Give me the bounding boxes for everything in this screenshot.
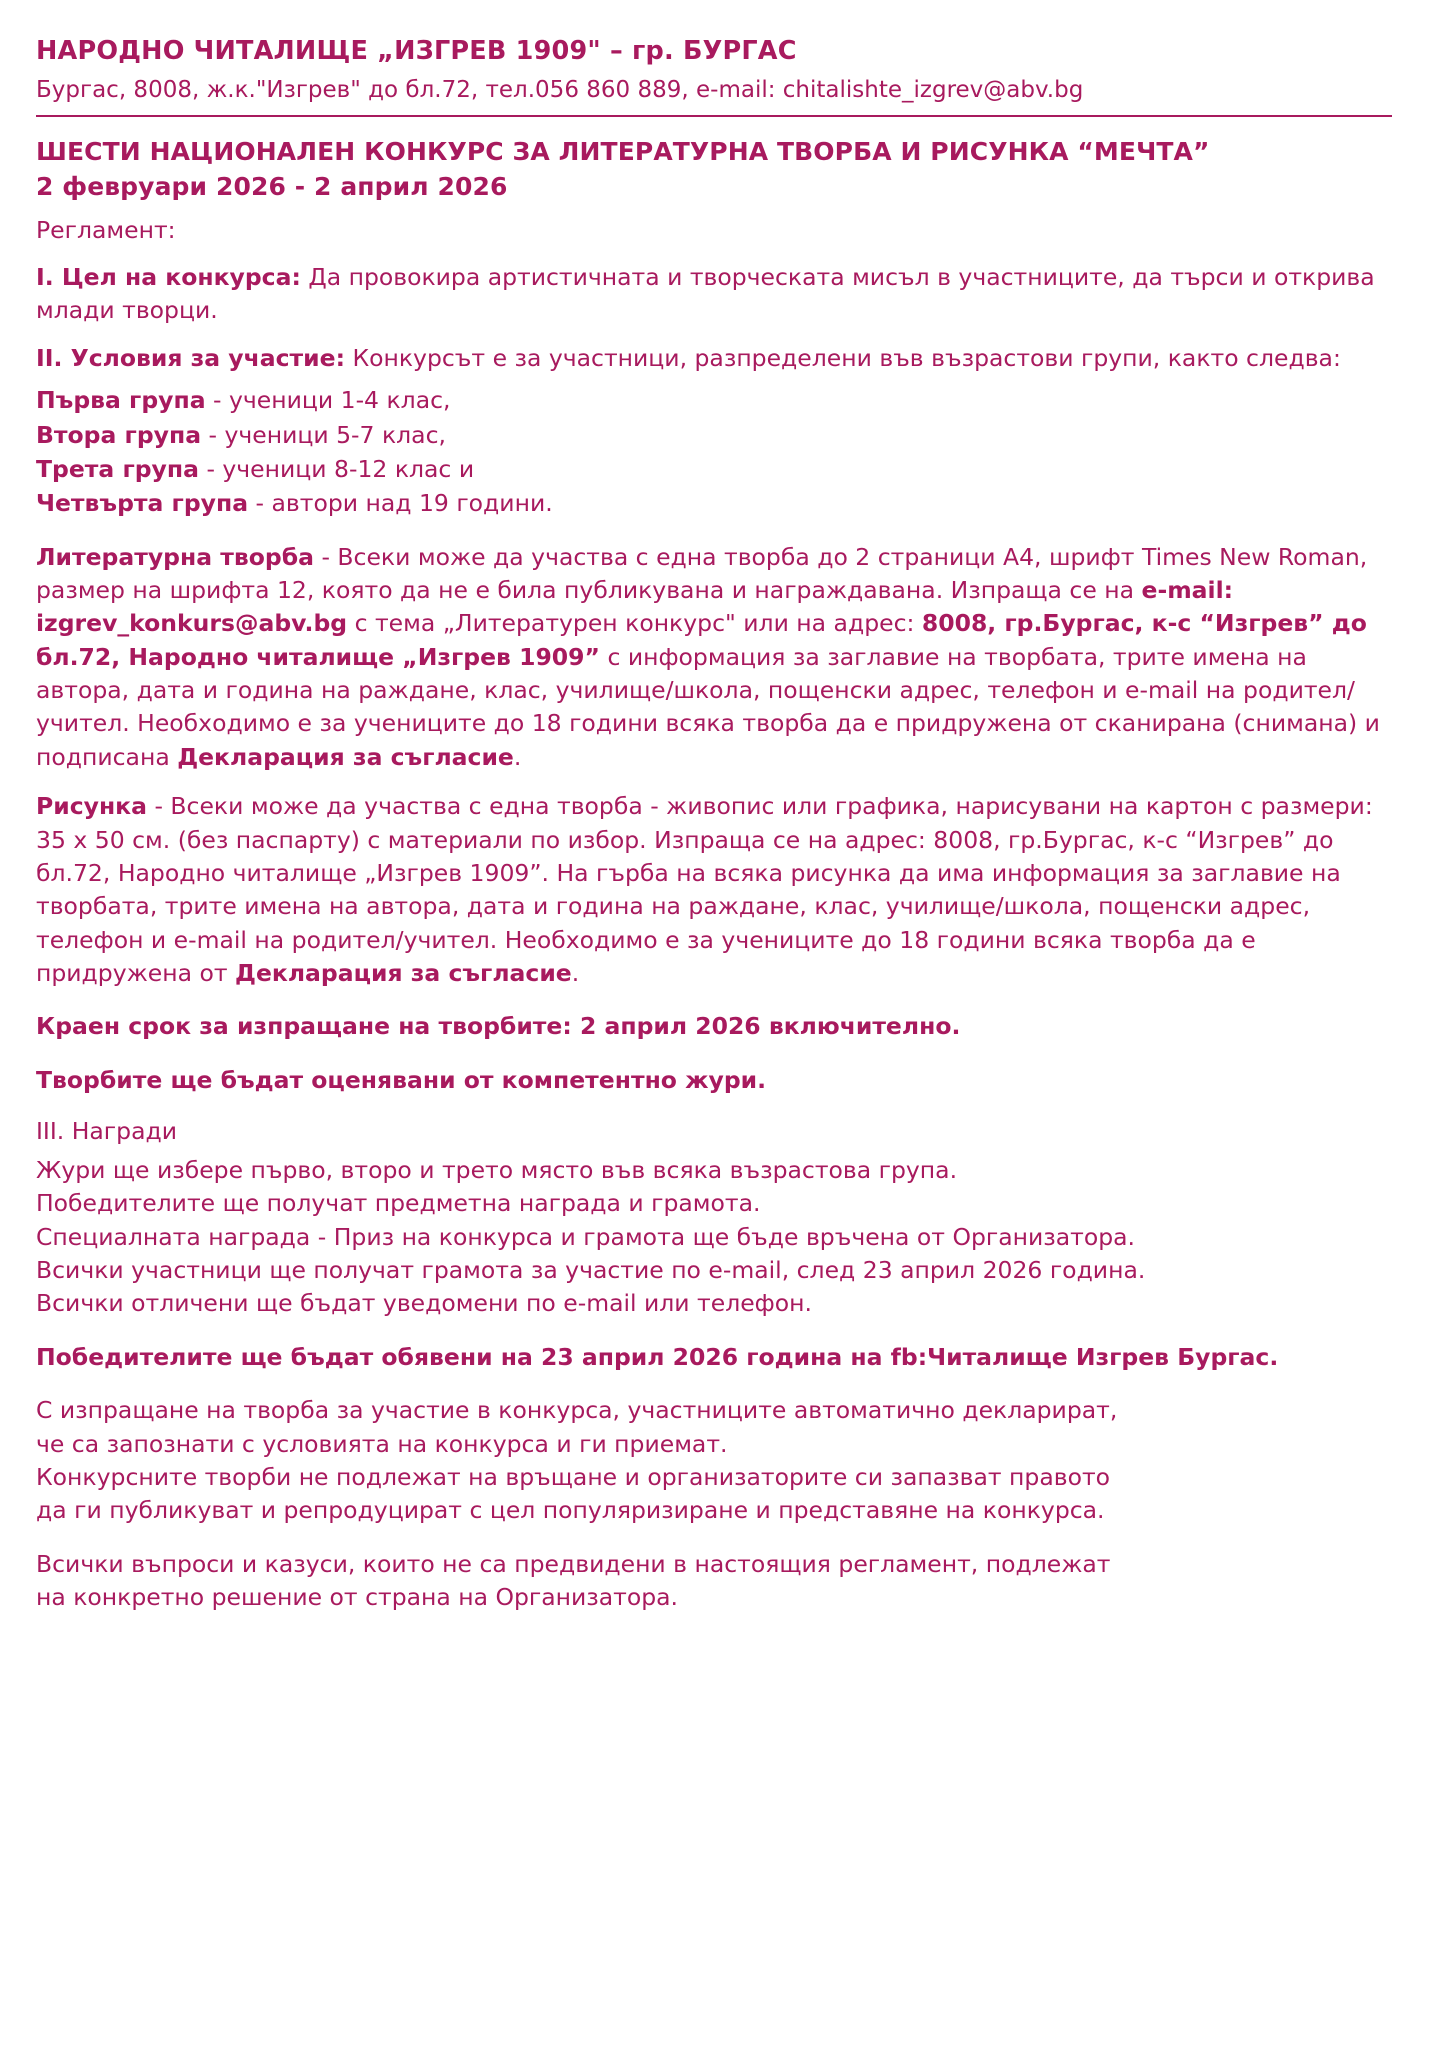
drawing-text-2: .	[571, 958, 580, 987]
list-item: Победителите ще получат предметна награда и грамота.	[36, 1189, 761, 1218]
section-goal	[36, 261, 1392, 328]
group-name: Първа група	[36, 386, 206, 415]
literary-work-section	[36, 541, 1392, 775]
section-conditions-text: Конкурсът е за участници, разпределени във възрастови групи, както следва:	[344, 343, 1341, 372]
page-title	[36, 134, 1392, 205]
list-item: Специалната награда - Приз на конкурса и грамота ще бъде връчена от Организатора.	[36, 1222, 1135, 1251]
group-name: Втора група	[36, 420, 202, 449]
organization-name: НАРОДНО ЧИТАЛИЩЕ „ИЗГРЕВ 1909" – гр. БУРГАС	[36, 36, 797, 66]
drawing-label: Рисунка	[36, 792, 147, 821]
literary-work-label: Литературна творба	[36, 542, 314, 571]
list-item	[36, 419, 1392, 452]
group-detail: - ученици 5-7 клас,	[201, 420, 446, 449]
header-divider	[36, 115, 1392, 117]
closing-line: на конкретно решение от страна на Организатора.	[36, 1582, 679, 1611]
winners-announcement: Победителите ще бъдат обявени на 23 април 2026 година на fb:Читалище Изгрев Бургас.	[36, 1342, 1279, 1371]
reglament-label: Регламент:	[36, 215, 176, 244]
closing-block-2	[36, 1548, 1392, 1615]
group-name: Четвърта група	[36, 489, 249, 518]
group-name: Трета група	[36, 454, 199, 483]
list-item: Всички участници ще получат грамота за участие по e-mail, след 23 април 2026 година.	[36, 1256, 1146, 1285]
closing-line: да ги публикуват и репродуцират с цел популяризиране и представяне на конкурса.	[36, 1496, 1105, 1525]
closing-line: че са запознати с условията на конкурса и ги приемат.	[36, 1429, 728, 1458]
list-item	[36, 487, 1392, 520]
literary-work-text-2: с тема „Литературен конкурс" или на адрес:	[347, 609, 922, 638]
deadline-note: Краен срок за изпращане на творбите: 2 април 2026 включително.	[36, 1012, 961, 1041]
literary-work-email: e-mail: izgrev_konkurs@abv.bg	[36, 576, 1234, 638]
jury-note: Творбите ще бъдат оценявани от компетентно жури.	[36, 1065, 767, 1094]
literary-work-text-1: - Всеки може да участва с една творба до 2 страници А4, шрифт Times New Roman, размер на шрифта 12, която да не е била публикувана и награждавана. Изпраща се на	[36, 542, 1368, 604]
group-detail: - ученици 8-12 клас и	[198, 454, 475, 483]
title-line-2: 2 февруари 2026 - 2 април 2026	[36, 172, 508, 202]
title-line-1: ШЕСТИ НАЦИОНАЛЕН КОНКУРС ЗА ЛИТЕРАТУРНА ТВОРБА И РИСУНКА “МЕЧТА”	[36, 136, 1210, 166]
age-groups-list	[36, 384, 1392, 520]
literary-work-text-3: с информация за заглавие на творбата, трите имена на автора, дата и година на раждане, клас, училище/школа, пощенски адрес, телефон и e-mail на родител/учител. Необходимо е за учениците до 18 години всяка творба да е придружена от сканирана (снимана) и подписана	[36, 642, 1380, 771]
literary-work-declaration: Декларация за съгласие	[177, 742, 514, 771]
list-item	[36, 453, 1392, 486]
closing-line: С изпращане на творба за участие в конкурса, участниците автоматично декларират,	[36, 1396, 1118, 1425]
section-conditions-label: II. Условия за участие:	[36, 343, 345, 372]
drawing-section	[36, 790, 1392, 990]
section-goal-text: Да провокира артистичната и творческата мисъл в участниците, да търси и открива млади творци.	[36, 263, 1375, 325]
group-detail: - автори над 19 години.	[248, 489, 553, 518]
list-item: Жури ще избере първо, второ и трето място във всяка възрастова група.	[36, 1156, 958, 1185]
drawing-declaration: Декларация за съгласие	[235, 958, 572, 987]
literary-work-address: 8008, гр.Бургас, к-с “Изгрев” до бл.72, Народно читалище „Изгрев 1909”	[36, 609, 1367, 671]
list-item	[36, 384, 1392, 417]
closing-line: Конкурсните творби не подлежат на връщане и организаторите си запазват правото	[36, 1462, 1111, 1491]
closing-block-1	[36, 1394, 1392, 1527]
section-conditions	[36, 342, 1392, 375]
section-awards-label: III. Награди	[36, 1117, 177, 1146]
closing-line: Всички въпроси и казуси, които не са предвидени в настоящия регламент, подлежат	[36, 1549, 1111, 1578]
organization-contact: Бургас, 8008, ж.к."Изгрев" до бл.72, тел.056 860 889, e-mail: chitalishte_izgrev@abv.bg	[36, 76, 1084, 103]
drawing-text-1: - Всеки може да участва с една творба - живопис или графика, нарисувани на картон с размери: 35 х 50 см. (без паспарту) с материали по избор. Изпраща се на адрес: 8008, гр.Бургас, к-с “Изгрев” до бл.72, Народно читалище „Изгрев 1909”. На гърба на всяка рисунка да има информация за заглавие на творбата, трите имена на автора, дата и година на раждане, клас, училище/школа, пощенски адрес, телефон и e-mail на родител/учител. Необходимо е за учениците до 18 години всяка творба да е придружена от	[36, 792, 1373, 987]
list-item: Всички отличени ще бъдат уведомени по e-mail или телефон.	[36, 1289, 812, 1318]
group-detail: - ученици 1-4 клас,	[205, 386, 451, 415]
awards-list	[36, 1154, 1392, 1321]
literary-work-text-4: .	[513, 742, 522, 771]
section-goal-label: I. Цел на конкурса:	[36, 263, 301, 292]
